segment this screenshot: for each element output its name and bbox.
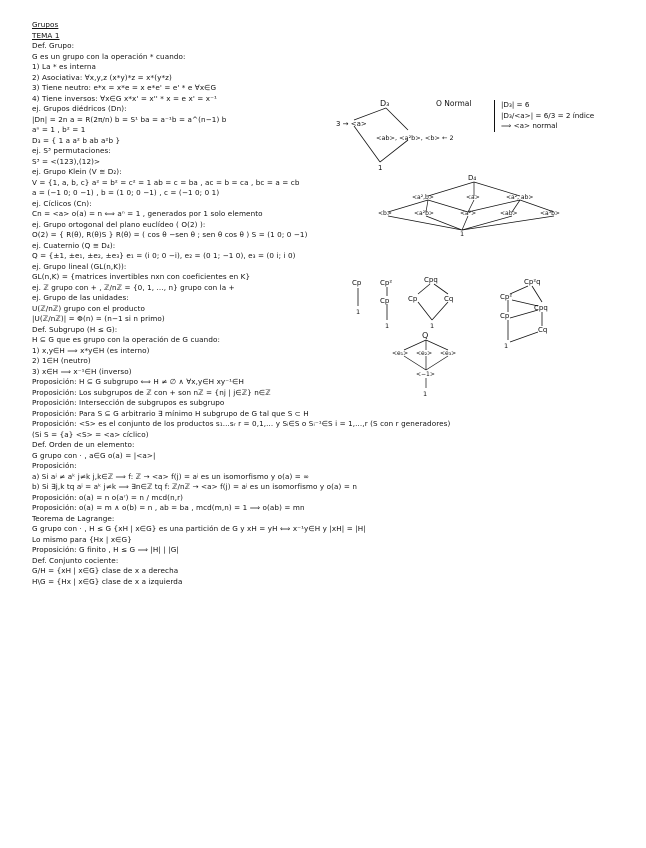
note-line: G/H = {xH | x∈G} clase de x a derecha — [32, 566, 179, 575]
note-line: ej. Cíclicos (Cn): — [32, 198, 92, 208]
note-line: Teorema de Lagrange: — [32, 513, 115, 523]
note-line: |Dn| = 2n a = R(2π/n) b = S¹ ba = a⁻¹b = a^(n−1) b — [32, 114, 227, 124]
d3-normal-label: O Normal — [436, 99, 472, 108]
note-line: ej. Grupo de las unidades: — [32, 293, 129, 302]
q-subgroup-label: <e₃> — [440, 350, 457, 357]
note-line: Proposición: <S> es el conjunto de los productos s₁...sᵣ r = 0,1,... y Sᵢ∈S o Sᵢ⁻¹∈S i = 1,...,r (S con r generadores) — [32, 419, 451, 428]
note-line: Q = {±1, ±e₁, ±e₂, ±e₃} e₁ = (i 0; 0 −i), e₂ = (0 1; −1 0), e₃ = (0 i; i 0) — [32, 251, 296, 260]
note-line: |U(ℤ/nℤ)| = Φ(n) = (n−1 si n primo) — [32, 314, 165, 323]
cp2q-lattice — [498, 278, 558, 352]
d4-subgroup-label: <a², ab> — [506, 194, 534, 201]
cp2q-left-top-label: Cp² — [500, 293, 513, 301]
note-line: ej. Grupo Klein (V ≅ D₂): — [32, 167, 122, 176]
cp2-mid-label: Cp — [380, 297, 390, 305]
q-top-label: Q — [422, 331, 429, 340]
note-line: b) Si ∃j,k tq aʲ = aᵏ j≠k ⟹ ∃n∈ℤ tq f: ℤ/nℤ → <a> f(j) = aʲ es un isomorfismo y o(a) = n — [32, 482, 357, 491]
note-line: Proposición: G finito , H ≤ G ⟹ |H| | |G| — [32, 545, 179, 554]
note-line: ej. Cuaternio (Q ≅ D₄): — [32, 240, 116, 250]
d4-subgroup-label: <a²b> — [414, 210, 434, 217]
note-line: Lo mismo para {Hx | x∈G} — [32, 534, 132, 544]
note-line: Proposición: o(a) = n o(aʳ) = n / mcd(n,r) — [32, 492, 184, 502]
q-lattice — [392, 332, 464, 400]
d4-subgroup-label: <a²> — [460, 210, 477, 217]
note-line: 4) Tiene inversos: ∀x∈G x*x' = x'' * x = e x' = x⁻¹ — [32, 93, 218, 103]
note-line: TEMA 1 — [32, 30, 60, 40]
note-line: Grupos — [32, 20, 59, 29]
q-subgroup-label: <e₁> — [392, 350, 409, 357]
d4-subgroup-label: <b> — [378, 210, 392, 217]
note-line: Def. Conjunto cociente: — [32, 555, 119, 565]
d3-bottom-label: 1 — [378, 164, 383, 172]
note-line: U(ℤ/nℤ) grupo con el producto — [32, 303, 145, 313]
cp2q-left-mid-label: Cp — [500, 312, 510, 320]
cpq-top-label: Cpq — [424, 276, 438, 284]
note-line: 3) x∈H ⟹ x⁻¹∈H (inverso) — [32, 366, 132, 376]
cp2-bottom-label: 1 — [385, 322, 390, 330]
note-line: H ⊆ G que es grupo con la operación de G cuando: — [32, 335, 221, 344]
d4-bottom-label: 1 — [460, 230, 465, 238]
note-line: ej. S³ permutaciones: — [32, 146, 111, 155]
note-line: Proposición: — [32, 461, 77, 470]
note-line: a) Si aʲ ≠ aᵏ j≠k j,k∈ℤ ⟹ f: ℤ → <a> f(j) = aʲ es un isomorfismo y o(a) = ∞ — [32, 471, 310, 481]
cp2q-top-label: Cp²q — [524, 278, 541, 286]
note-line: Def. Grupo: — [32, 41, 75, 50]
q-mid-label: <−1> — [416, 371, 435, 378]
note-line: 3) Tiene neutro: e*x = x*e = x e*e' = e' * e ∀x∈G — [32, 83, 217, 92]
cp2q-bottom-label: 1 — [504, 342, 509, 350]
note-line: ej. Grupo lineal (GL(n,K)): — [32, 261, 127, 271]
d4-subgroup-label: <a²,b> — [412, 194, 434, 201]
side-note-line: ⟹ <a> normal — [501, 121, 558, 130]
cpq-right-label: Cq — [444, 295, 454, 303]
note-line: D₃ = { 1 a a² b ab a²b } — [32, 135, 121, 145]
side-note-line: |D₃/<a>| = 6/3 = 2 índice — [501, 110, 595, 120]
note-line: Cn = <a> o(a) = n ⟺ aⁿ = 1 , generados por 1 solo elemento — [32, 209, 263, 218]
note-line: (Si S = {a} <S> = <a> cíclico) — [32, 429, 149, 439]
note-line: Def. Subgrupo (H ≤ G): — [32, 324, 118, 334]
note-line: 1) x,y∈H ⟹ x*y∈H (es interno) — [32, 345, 150, 355]
note-line: Proposición: Intersección de subgrupos es subgrupo — [32, 398, 225, 407]
cp-bottom-label: 1 — [356, 308, 361, 316]
note-line: G es un grupo con la operación * cuando: — [32, 51, 186, 61]
cpq-bottom-label: 1 — [430, 322, 435, 330]
d3-left-label: 3 → <a> — [336, 120, 367, 128]
cpq-left-label: Cp — [408, 295, 418, 303]
note-line: Def. Orden de un elemento: — [32, 440, 135, 449]
q-bottom-label: 1 — [423, 390, 428, 398]
note-line: 1) La * es interna — [32, 62, 97, 71]
side-note-line: |D₃| = 6 — [501, 100, 530, 109]
d4-subgroup-label: <a³b> — [540, 210, 560, 217]
note-line: Proposición: Para S ⊆ G arbitrario ∃ mínimo H subgrupo de G tal que S ⊂ H — [32, 408, 309, 418]
q-subgroup-label: <e₂> — [416, 350, 433, 357]
cp2-top-label: Cp² — [380, 279, 393, 287]
d4-subgroup-label: <ab> — [500, 210, 518, 217]
note-line: Proposición: Los subgrupos de ℤ con + son nℤ = {nj | j∈ℤ} n∈ℤ — [32, 387, 271, 397]
note-line: aⁿ = 1 , b² = 1 — [32, 125, 86, 134]
note-line: G grupo con · , a∈G o(a) = |<a>| — [32, 450, 156, 460]
note-line: a = (−1 0; 0 −1) , b = (1 0; 0 −1) , c = (−1 0; 0 1) — [32, 188, 220, 197]
note-line: ej. ℤ grupo con + , ℤ/nℤ = {0, 1, ..., n} grupo con la + — [32, 282, 235, 292]
note-line: 2) Asociativa: ∀x,y,z (x*y)*z = x*(y*z) — [32, 72, 172, 82]
note-line: ej. Grupos diédricos (Dn): — [32, 104, 127, 113]
note-line: Proposición: H ⊆ G subgrupo ⟺ H ≠ ∅ ∧ ∀x,y∈H xy⁻¹∈H — [32, 377, 245, 386]
note-line: GL(n,K) = {matrices invertibles nxn con coeficientes en K} — [32, 272, 251, 281]
d3-middle-label: <ab>, <a²b>, <b> ← 2 — [376, 134, 454, 142]
cp2q-right-mid-label: Cq — [538, 326, 548, 334]
d3-top-label: D₃ — [380, 99, 390, 108]
note-line: H\G = {Hx | x∈G} clase de x a izquierda — [32, 576, 183, 586]
note-line: V = {1, a, b, c} a² = b² = c² = 1 ab = c = ba , ac = b = ca , bc = a = cb — [32, 177, 300, 187]
cpq-lattice — [408, 274, 464, 336]
d4-lattice — [376, 174, 572, 238]
note-line: G grupo con · , H ≤ G {xH | x∈G} es una partición de G y xH = yH ⟺ x⁻¹y∈H y |xH| = |H| — [32, 524, 366, 533]
d4-top-label: D₄ — [468, 174, 477, 182]
note-line: ej. Grupo ortogonal del plano euclídeo ( O(2) ): — [32, 219, 206, 229]
d4-subgroup-label: <a> — [466, 194, 480, 201]
cp2-lattice — [380, 276, 404, 336]
note-line: Proposición: o(a) = m ∧ o(b) = n , ab = ba , mcd(m,n) = 1 ⟹ o(ab) = mn — [32, 503, 305, 512]
d3-lattice — [336, 96, 486, 176]
cp-top-label: Cp — [352, 279, 362, 287]
d3-side-note — [494, 100, 631, 132]
cp2q-right-top-label: Cpq — [534, 304, 548, 312]
note-line: O(2) = { R(θ), R(θ)S } R(θ) = ( cos θ −sen θ ; sen θ cos θ ) S = (1 0; 0 −1) — [32, 230, 308, 239]
note-line: S³ = <(123),(12)> — [32, 156, 101, 166]
cp-lattice — [352, 276, 372, 320]
note-line: 2) 1∈H (neutro) — [32, 356, 91, 365]
